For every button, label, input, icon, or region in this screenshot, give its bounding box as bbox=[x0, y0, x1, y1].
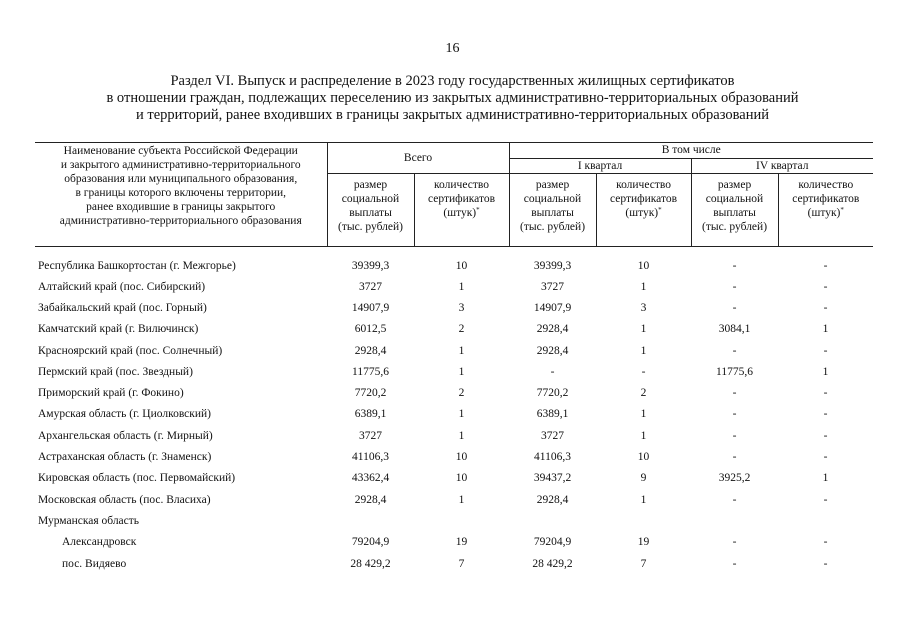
q4-count-cell: - bbox=[823, 493, 828, 506]
table-row bbox=[35, 340, 873, 361]
header-line: сертификатов bbox=[792, 193, 860, 205]
table-row bbox=[35, 446, 873, 467]
q1-count-cell: 1 bbox=[640, 323, 647, 336]
region-name-cell: Забайкальский край (пос. Горный) bbox=[38, 301, 207, 314]
region-name-cell: Приморский край (г. Фокино) bbox=[38, 387, 184, 400]
region-name-cell: Мурманская область bbox=[38, 514, 140, 527]
table-row bbox=[35, 319, 873, 340]
table-row bbox=[35, 247, 873, 277]
header-line: административно-территориального образования bbox=[59, 215, 302, 227]
table-row bbox=[35, 510, 873, 531]
header-line: количество bbox=[798, 179, 854, 191]
q4-payment-cell: 3084,1 bbox=[718, 323, 751, 336]
header-line: выплаты bbox=[531, 207, 574, 219]
q1-count-cell: - bbox=[641, 365, 646, 378]
total-count-cell: 10 bbox=[455, 451, 468, 464]
header-line: и закрытого административно-территориального bbox=[60, 159, 301, 171]
total-payment-cell: 43362,4 bbox=[351, 472, 390, 485]
total-payment-cell: 6012,5 bbox=[354, 323, 387, 336]
q4-count-cell: 1 bbox=[822, 323, 829, 336]
column-header-including: В том числе bbox=[509, 143, 873, 159]
q4-payment-cell: - bbox=[732, 387, 737, 400]
header-line: размер bbox=[535, 179, 570, 191]
q4-payment-cell: - bbox=[732, 493, 737, 506]
q4-count-cell: - bbox=[823, 387, 828, 400]
total-payment-cell: 3727 bbox=[359, 280, 382, 293]
q1-payment-cell: 2928,4 bbox=[536, 344, 569, 357]
q4-payment-cell: - bbox=[732, 408, 737, 421]
table-row bbox=[35, 382, 873, 403]
q4-count-cell: - bbox=[823, 280, 828, 293]
table-row bbox=[35, 532, 873, 553]
q1-count-cell: 10 bbox=[637, 451, 650, 464]
q4-payment-cell: - bbox=[732, 557, 737, 570]
q4-count-cell: - bbox=[823, 259, 828, 272]
q1-count-cell: 2 bbox=[640, 387, 647, 400]
page-number: 16 bbox=[445, 41, 460, 56]
table-row bbox=[35, 276, 873, 297]
q1-payment-cell: 2928,4 bbox=[536, 323, 569, 336]
q4-payment-cell: - bbox=[732, 429, 737, 442]
q1-count-cell: 9 bbox=[640, 472, 647, 485]
table-row bbox=[35, 425, 873, 446]
footnote-mark: * bbox=[658, 206, 662, 214]
total-payment-cell: 41106,3 bbox=[352, 451, 389, 464]
column-header-total: Всего bbox=[327, 143, 509, 174]
total-count-cell: 10 bbox=[455, 259, 468, 272]
header-text: (штук) bbox=[443, 207, 477, 219]
region-name-cell: Алтайский край (пос. Сибирский) bbox=[38, 280, 206, 293]
q1-payment-cell: 7720,2 bbox=[536, 387, 569, 400]
q1-count-cell: 1 bbox=[640, 280, 647, 293]
q1-count-cell: 1 bbox=[640, 344, 647, 357]
region-name-cell: Кировская область (пос. Первомайский) bbox=[38, 472, 236, 485]
total-count-cell bbox=[414, 510, 509, 531]
section-title bbox=[0, 73, 905, 124]
total-count-cell: 1 bbox=[458, 408, 465, 421]
q1-payment-cell bbox=[509, 510, 596, 531]
total-payment-cell: 28 429,2 bbox=[350, 557, 391, 570]
total-count-cell: 3 bbox=[458, 301, 465, 314]
total-count-cell: 1 bbox=[458, 280, 465, 293]
section-title-line: и территорий, ранее входивших в границы закрытых административно-территориальных образований bbox=[136, 107, 769, 123]
total-count-cell: 10 bbox=[455, 472, 468, 485]
q1-count-cell: 1 bbox=[640, 429, 647, 442]
q4-payment-cell: - bbox=[732, 301, 737, 314]
q4-payment-cell: - bbox=[732, 344, 737, 357]
region-name-cell: Пермский край (пос. Звездный) bbox=[38, 365, 193, 378]
q1-payment-cell: 79204,9 bbox=[533, 536, 572, 549]
certificates-table bbox=[35, 142, 873, 574]
header-line: социальной bbox=[523, 193, 582, 205]
table-row bbox=[35, 404, 873, 425]
total-count-cell: 1 bbox=[458, 365, 465, 378]
header-line: ранее входившие в границы закрытого bbox=[86, 201, 276, 213]
table-header bbox=[35, 143, 873, 247]
total-count-cell: 2 bbox=[458, 323, 465, 336]
q4-count-cell: 1 bbox=[822, 472, 829, 485]
header-line bbox=[415, 206, 509, 220]
q4-payment-cell: 3925,2 bbox=[718, 472, 751, 485]
header-line: выплаты bbox=[349, 207, 392, 219]
q1-count-cell: 7 bbox=[640, 557, 647, 570]
q1-count-cell: 10 bbox=[637, 259, 650, 272]
q1-payment-cell: 14907,9 bbox=[533, 301, 572, 314]
header-text: (штук) bbox=[807, 207, 841, 219]
footnote-mark: * bbox=[840, 206, 844, 214]
region-name-cell: Камчатский край (г. Вилючинск) bbox=[38, 323, 199, 336]
q1-payment-cell: 39399,3 bbox=[533, 259, 572, 272]
q1-count-cell: 1 bbox=[640, 493, 647, 506]
section-title-line: Раздел VI. Выпуск и распределение в 2023 году государственных жилищных сертификатов bbox=[170, 73, 735, 89]
q4-count-cell: - bbox=[823, 536, 828, 549]
section-title-line: в отношении граждан, подлежащих переселению из закрытых административно-территориальных образований bbox=[106, 90, 799, 106]
header-text: (штук) bbox=[625, 207, 659, 219]
total-count-cell: 19 bbox=[455, 536, 468, 549]
table-row bbox=[35, 468, 873, 489]
total-count-cell: 1 bbox=[458, 429, 465, 442]
q1-count-cell bbox=[596, 510, 691, 531]
q4-count-cell: 1 bbox=[822, 365, 829, 378]
region-name-cell: Московская область (пос. Власиха) bbox=[38, 493, 211, 506]
header-line: размер bbox=[353, 179, 388, 191]
q1-count-cell: 19 bbox=[637, 536, 650, 549]
header-line: образования или муниципального образования, bbox=[64, 173, 298, 185]
column-header-q1: I квартал bbox=[509, 158, 691, 174]
q4-count-cell: - bbox=[823, 344, 828, 357]
total-count-cell: 1 bbox=[458, 344, 465, 357]
q4-count-cell: - bbox=[823, 557, 828, 570]
q1-count-cell: 1 bbox=[640, 408, 647, 421]
column-header-total-payment bbox=[327, 174, 414, 247]
column-header-q1-payment bbox=[509, 174, 596, 247]
q4-payment-cell: 11775,6 bbox=[716, 365, 753, 378]
q4-count-cell: - bbox=[823, 301, 828, 314]
region-name-cell: Республика Башкортостан (г. Межгорье) bbox=[38, 259, 236, 272]
total-payment-cell: 2928,4 bbox=[354, 493, 387, 506]
header-line: (тыс. рублей) bbox=[337, 221, 404, 233]
total-payment-cell bbox=[327, 510, 414, 531]
header-line: (тыс. рублей) bbox=[520, 221, 586, 233]
region-name-cell: Астраханская область (г. Знаменск) bbox=[38, 451, 212, 464]
total-payment-cell: 3727 bbox=[359, 429, 382, 442]
header-line: количество bbox=[434, 179, 489, 191]
total-payment-cell: 2928,4 bbox=[354, 344, 387, 357]
q1-payment-cell: - bbox=[550, 365, 555, 378]
column-header-q4: IV квартал bbox=[691, 158, 873, 174]
header-line: размер bbox=[717, 179, 752, 191]
total-payment-cell: 11775,6 bbox=[352, 365, 389, 378]
q4-count-cell: - bbox=[823, 429, 828, 442]
q4-payment-cell bbox=[691, 510, 778, 531]
header-line: (тыс. рублей) bbox=[702, 221, 768, 233]
total-payment-cell: 6389,1 bbox=[354, 408, 387, 421]
q1-payment-cell: 3727 bbox=[541, 280, 565, 293]
q4-count-cell bbox=[778, 510, 873, 531]
total-count-cell: 2 bbox=[458, 387, 465, 400]
total-payment-cell: 7720,2 bbox=[354, 387, 387, 400]
region-name-cell: Амурская область (г. Циолковский) bbox=[38, 408, 212, 421]
table-row bbox=[35, 489, 873, 510]
total-payment-cell: 14907,9 bbox=[351, 301, 390, 314]
q4-payment-cell: - bbox=[732, 536, 737, 549]
q1-payment-cell: 3727 bbox=[541, 429, 565, 442]
header-line: сертификатов bbox=[428, 193, 496, 205]
q1-payment-cell: 39437,2 bbox=[533, 472, 572, 485]
header-line: в границы которого включены территории, bbox=[75, 187, 287, 199]
table-row bbox=[35, 553, 873, 574]
region-name-cell: Архангельская область (г. Мирный) bbox=[38, 429, 213, 442]
footnote-mark: * bbox=[476, 206, 480, 214]
q4-count-cell: - bbox=[823, 408, 828, 421]
q4-payment-cell: - bbox=[732, 451, 737, 464]
header-line bbox=[597, 206, 691, 220]
q4-payment-cell: - bbox=[732, 259, 737, 272]
column-header-q4-payment bbox=[691, 174, 778, 247]
header-line: Наименование субъекта Российской Федерации bbox=[63, 145, 298, 157]
header-line: количество bbox=[616, 179, 671, 191]
q4-payment-cell: - bbox=[732, 280, 737, 293]
column-header-q4-count bbox=[778, 174, 873, 247]
q1-count-cell: 3 bbox=[640, 301, 647, 314]
region-name-cell: Красноярский край (пос. Солнечный) bbox=[38, 344, 223, 357]
region-name-cell: Александровск bbox=[62, 536, 137, 549]
total-count-cell: 1 bbox=[458, 493, 465, 506]
header-line bbox=[779, 206, 874, 220]
q1-payment-cell: 28 429,2 bbox=[532, 557, 573, 570]
region-name-cell: пос. Видяево bbox=[62, 557, 127, 570]
q4-count-cell: - bbox=[823, 451, 828, 464]
header-line: социальной bbox=[705, 193, 764, 205]
header-line: социальной bbox=[341, 193, 400, 205]
q1-payment-cell: 2928,4 bbox=[536, 493, 569, 506]
q1-payment-cell: 6389,1 bbox=[536, 408, 569, 421]
table-body bbox=[35, 247, 873, 575]
total-payment-cell: 39399,3 bbox=[351, 259, 390, 272]
total-count-cell: 7 bbox=[458, 557, 465, 570]
total-payment-cell: 79204,9 bbox=[351, 536, 390, 549]
column-header-q1-count bbox=[596, 174, 691, 247]
q1-payment-cell: 41106,3 bbox=[534, 451, 571, 464]
table-row bbox=[35, 361, 873, 382]
table-row bbox=[35, 297, 873, 318]
header-line: сертификатов bbox=[610, 193, 678, 205]
column-header-name bbox=[35, 143, 327, 247]
column-header-total-count bbox=[414, 174, 509, 247]
header-line: выплаты bbox=[713, 207, 756, 219]
